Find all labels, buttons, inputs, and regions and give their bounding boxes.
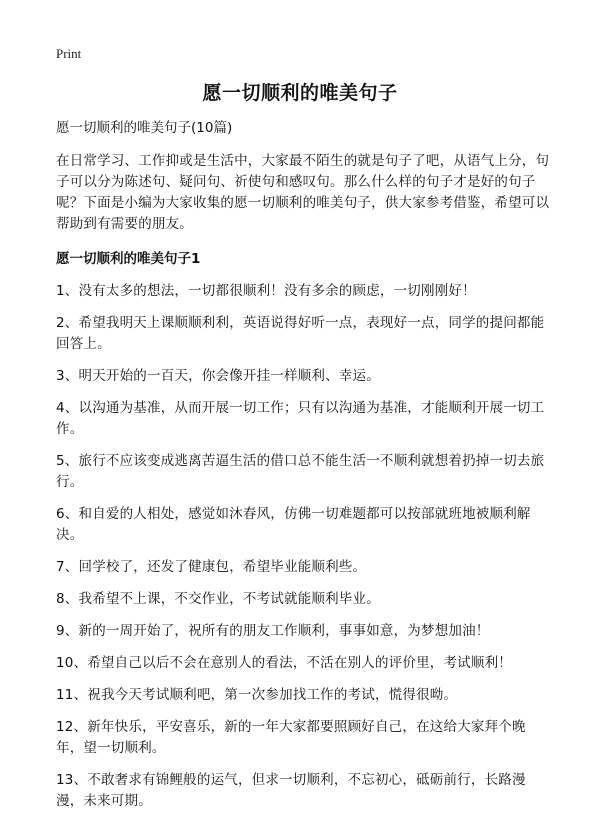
list-item: 3、明天开始的一百天，你会像开挂一样顺利、幸运。 xyxy=(56,368,380,384)
list-item: 8、我希望不上课，不交作业，不考试就能顺利毕业。 xyxy=(56,591,380,607)
list-item: 10、希望自己以后不会在意别人的看法，不活在别人的评价里，考试顺利！ xyxy=(56,655,512,671)
list-item: 5、旅行不应该变成逃离苦逼生活的借口总不能生活一不顺利就想着扔掉一切去旅行。 xyxy=(56,453,545,490)
list-item: 1、没有太多的想法，一切都很顺利！没有多余的顾虑，一切刚刚好！ xyxy=(56,283,476,299)
list-item: 9、新的一周开始了，祝所有的朋友工作顺利，事事如意，为梦想加油！ xyxy=(56,623,490,639)
page-title: 愿一切顺利的唯美句子 xyxy=(202,82,398,104)
list-item: 12、新年快乐，平安喜乐，新的一年大家都要照顾好自己，在这给大家拜个晚年，望一切顺利。 xyxy=(56,719,526,756)
list-item: 7、回学校了，还发了健康包，希望毕业能顺利些。 xyxy=(56,559,367,575)
list-item: 11、祝我今天考试顺利吧，第一次参加找工作的考试，慌得很呦。 xyxy=(56,687,458,703)
article-body xyxy=(56,118,550,823)
list-item: 6、和自爱的人相处，感觉如沐春风，仿佛一切难题都可以按部就班地被顺利解决。 xyxy=(56,506,531,543)
print-link[interactable]: Print xyxy=(56,46,82,61)
intro-paragraph: 在日常学习、工作抑或是生活中，大家最不陌生的就是句子了吧，从语气上分，句子可以分为陈述句、疑问句、祈使句和感叹句。那么什么样的句子才是好的句子呢？下面是小编为大家收集的愿一切顺利的唯美句子，供大家参考借鉴，希望可以帮助到有需要的朋友。 xyxy=(56,153,550,232)
section-heading: 愿一切顺利的唯美句子1 xyxy=(56,251,201,267)
list-item: 4、以沟通为基准，从而开展一切工作；只有以沟通为基准，才能顺利开展一切工作。 xyxy=(56,400,545,437)
article-subtitle: 愿一切顺利的唯美句子(10篇) xyxy=(56,120,233,136)
list-item: 13、不敢奢求有锦鲤般的运气，但求一切顺利，不忘初心，砥砺前行，长路漫漫，未来可期。 xyxy=(56,772,526,809)
list-item: 2、希望我明天上课顺顺利利，英语说得好听一点，表现好一点，同学的提问都能回答上。 xyxy=(56,315,545,352)
